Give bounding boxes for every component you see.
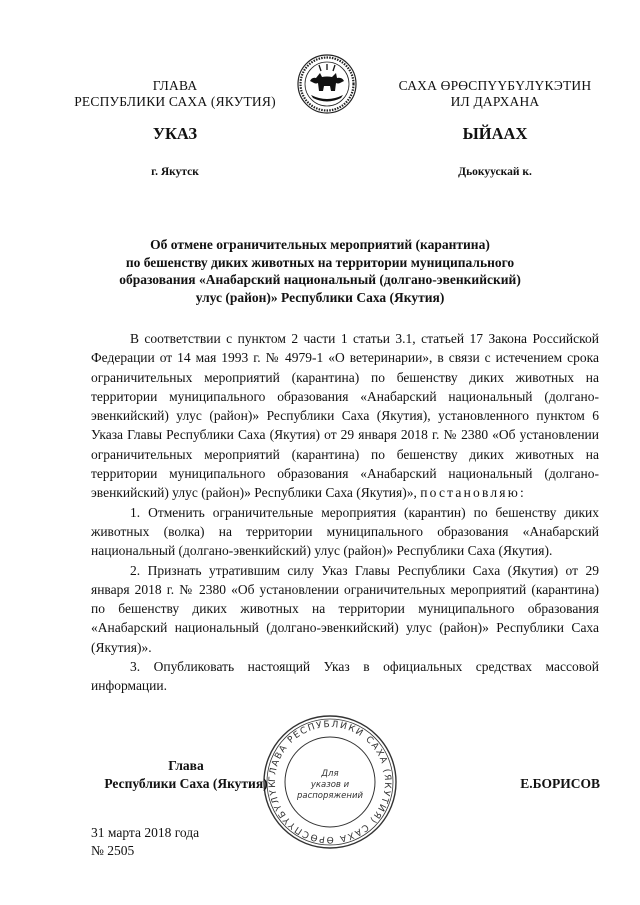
city-ru: г. Якутск <box>151 166 199 178</box>
seal-ring-text: ГЛАВА РЕСПУБЛИКИ САХА (ЯКУТИЯ) САХА ӨРӨСПҮҮБҮЛҮК <box>267 719 393 845</box>
decree-word: постановляю: <box>420 485 526 501</box>
issuer-ru-line2: РЕСПУБЛИКИ САХА (ЯКУТИЯ) <box>74 94 276 109</box>
issuer-sakha <box>380 78 610 110</box>
official-seal <box>262 714 398 850</box>
decree-item: 2. Признать утратившим силу Указ Главы Республики Саха (Якутия) от 29 января 2018 г. № 2380 «Об установлении ограничительных мероприятий (карантина) по бешенству диких животных на территории муниципального образования «Анабарский национальный (долгано-эвенкийский) улус (район)» Республики Саха (Якутия)». <box>91 562 599 655</box>
doc-type-ru: УКАЗ <box>152 124 198 143</box>
title-line: по бешенству диких животных на территории муниципального <box>125 254 515 270</box>
city-sakha: Дьокуускай к. <box>458 166 532 178</box>
title-line: улус (район)» Республики Саха (Якутия) <box>195 289 445 305</box>
decree-date: 31 марта 2018 года <box>91 825 200 840</box>
preamble-text: В соответствии с пунктом 2 части 1 статьи 3.1, статьей 17 Закона Российской Федерации от 14 мая 1993 г. № 4979-1 «О ветеринарии», в связи с истечением срока ограничительных мероприятий (карантина) по бешенству диких животных на территории муниципального образования «Анабарский национальный (долгано-эвенкийский) улус (район)» Республики Саха (Якутия), установленного пунктом 6 Указа Главы Республики Саха (Якутия) от 29 января 2018 г. № 2380 «Об установлении ограничительных мероприятий (карантина) по бешенству диких животных на территории муниципального образования «Анабарский национальный (долгано-эвенкийский) улус (район)» Республики Саха (Якутия)», <box>91 331 599 501</box>
issuer-ru-line1: ГЛАВА <box>152 78 198 93</box>
decree-title <box>95 236 545 306</box>
decree-item: 3. Опубликовать настоящий Указ в официальных средствах массовой информации. <box>91 659 599 694</box>
title-line: Об отмене ограничительных мероприятий (карантина) <box>150 237 490 252</box>
title-line: образования «Анабарский национальный (долгано-эвенкийский) <box>119 272 521 287</box>
issuer-ru <box>60 78 290 110</box>
signatory-name: Е.БОРИСОВ <box>520 776 600 791</box>
seal-center-line: распоряжений <box>296 791 364 801</box>
coat-of-arms-emblem <box>296 53 358 115</box>
seal-center-line: Для <box>321 769 339 779</box>
signatory-title <box>91 757 281 793</box>
issuer-sakha-line1: САХА ӨРӨСПҮҮБҮЛҮКЭТИН <box>398 78 592 93</box>
issuer-sakha-line2: ИЛ ДАРХАНА <box>450 94 540 109</box>
preamble-paragraph <box>91 329 599 503</box>
signatory-title-line2: Республики Саха (Якутия) <box>104 776 268 791</box>
decree-body <box>91 329 599 696</box>
signatory-title-line1: Глава <box>168 758 204 773</box>
decree-number: № 2505 <box>91 843 135 858</box>
seal-center-line: указов и <box>310 780 350 790</box>
decree-date-number <box>91 824 199 860</box>
decree-item: 1. Отменить ограничительные мероприятия (карантин) по бешенству диких животных (волка) на территории муниципального образования «Анабарский национальный (долгано-эвенкийский) улус (район)» Республики Саха (Якутия). <box>91 504 599 559</box>
doc-type-sakha: ЫЙААХ <box>462 124 528 143</box>
